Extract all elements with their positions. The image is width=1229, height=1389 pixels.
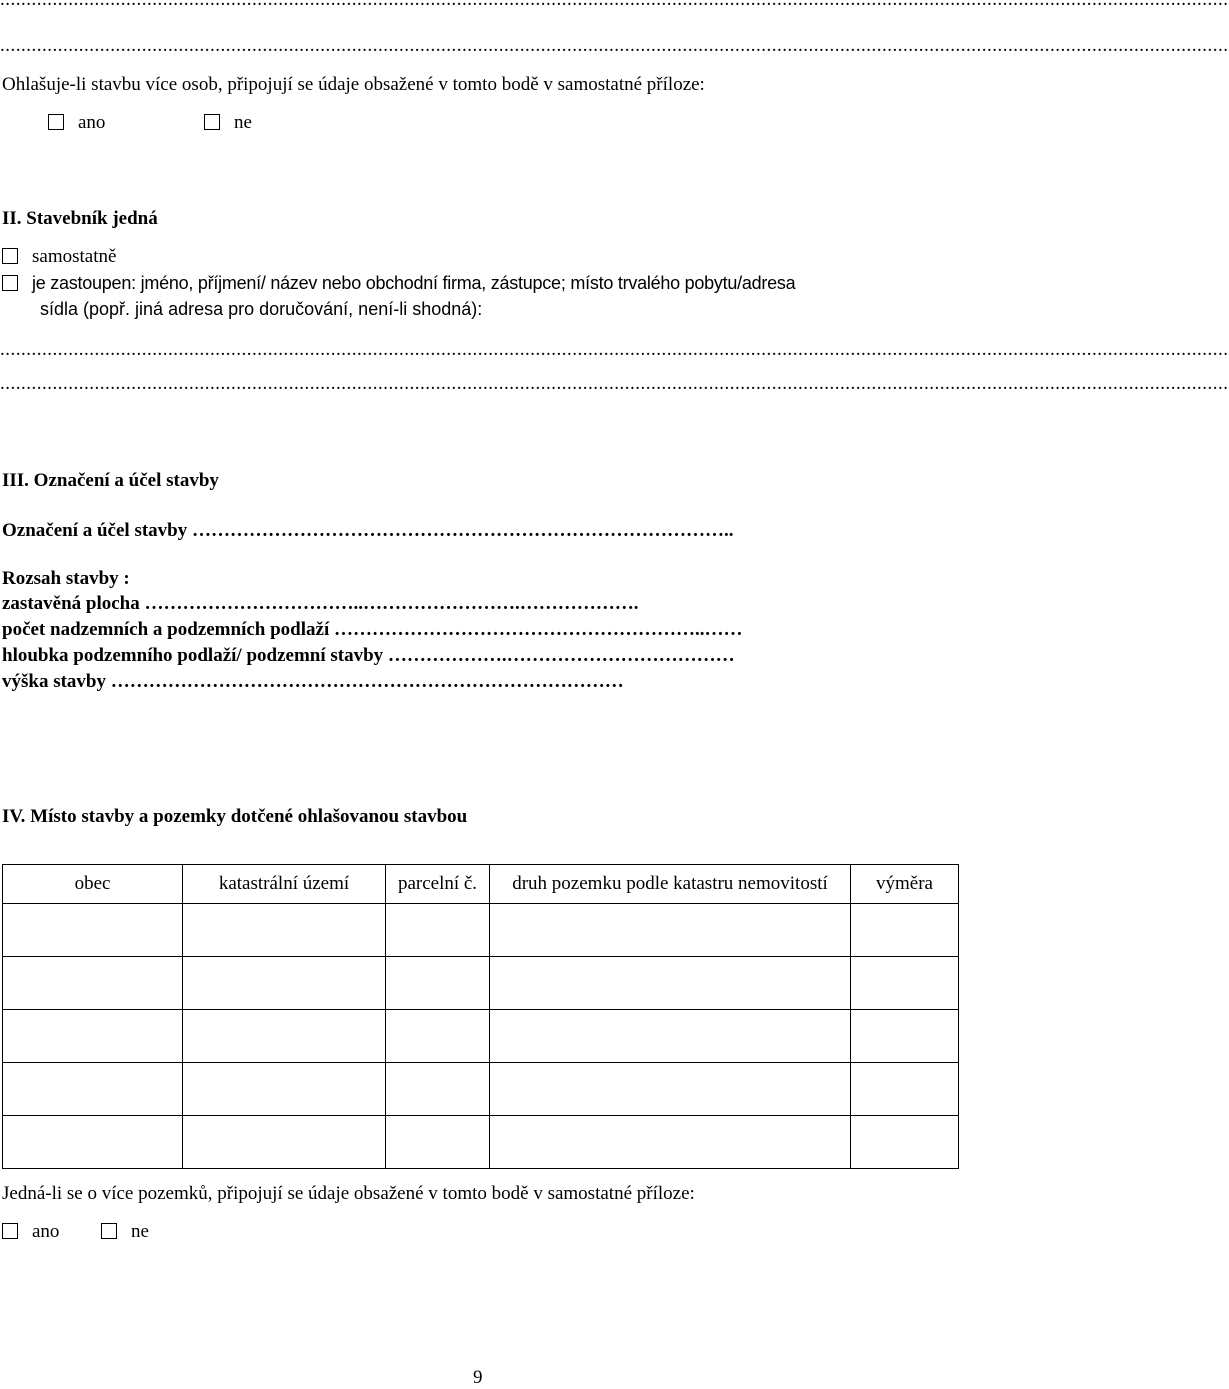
designation-label: Označení a účel stavby	[2, 520, 188, 541]
table-cell[interactable]	[490, 1063, 851, 1116]
built-area-row	[2, 593, 958, 615]
height-row	[2, 671, 958, 693]
checkbox[interactable]	[101, 1223, 117, 1239]
table-row	[3, 904, 959, 957]
depth-fill[interactable]: ……………….………………………………	[387, 645, 735, 666]
designation-fill[interactable]: …………………………………………………………………………..	[192, 520, 734, 541]
table-cell[interactable]	[490, 904, 851, 957]
option-represented-label: je zastoupen: jméno, příjmení/ název nebo obchodní firma, zástupce; místo trvalého pobytu/adresa	[32, 273, 796, 293]
checkbox[interactable]	[204, 114, 220, 130]
table-row	[3, 957, 959, 1010]
depth-row	[2, 645, 958, 667]
table-cell[interactable]	[386, 1116, 490, 1169]
depth-label: hloubka podzemního podlaží/ podzemní stavby	[2, 645, 384, 666]
column-header-cadastral-area: katastrální území	[183, 865, 386, 904]
yes-label: ano	[32, 1221, 60, 1242]
dotted-fill-line	[0, 0, 958, 10]
checkbox[interactable]	[2, 248, 18, 264]
yes-label: ano	[78, 112, 106, 133]
table-cell[interactable]	[3, 1010, 183, 1063]
table-cell[interactable]	[386, 904, 490, 957]
table-row	[3, 1010, 959, 1063]
table-header-row	[3, 865, 959, 904]
no-option-2[interactable]	[101, 1221, 149, 1243]
table-cell[interactable]	[3, 1063, 183, 1116]
table-cell[interactable]	[183, 1116, 386, 1169]
section-3-heading: III. Označení a účel stavby	[2, 470, 219, 491]
no-label: ne	[234, 112, 252, 133]
table-cell[interactable]	[386, 1063, 490, 1116]
floors-row	[2, 619, 958, 641]
multi-persons-note: Ohlašuje-li stavbu více osob, připojují se údaje obsažené v tomto bodě v samostatné příloze:	[2, 74, 705, 95]
table-cell[interactable]	[386, 1010, 490, 1063]
yes-option-1[interactable]	[48, 112, 105, 134]
yes-option-2[interactable]	[2, 1221, 59, 1243]
table-cell[interactable]	[183, 904, 386, 957]
table-cell[interactable]	[490, 1116, 851, 1169]
table-cell[interactable]	[851, 1010, 959, 1063]
checkbox[interactable]	[2, 1223, 18, 1239]
floors-label: počet nadzemních a podzemních podlaží	[2, 619, 330, 640]
plots-table	[2, 864, 959, 1169]
checkbox[interactable]	[48, 114, 64, 130]
table-cell[interactable]	[490, 957, 851, 1010]
floors-fill[interactable]: …………………………………………………..……	[333, 619, 743, 640]
dotted-fill-line: ..........................................................................................................................................................................................................................................	[0, 35, 1229, 56]
table-cell[interactable]	[490, 1010, 851, 1063]
built-area-fill[interactable]: ……………………………..…………………….……………….	[144, 593, 639, 614]
option-alone[interactable]	[2, 246, 116, 268]
column-header-parcel-number: parcelní č.	[386, 865, 490, 904]
height-label: výška stavby	[2, 671, 106, 692]
dotted-fill-line: ..........................................................................................................................................................................................................................................	[0, 339, 1229, 360]
table-cell[interactable]	[3, 957, 183, 1010]
designation-row	[2, 520, 958, 542]
table-cell[interactable]	[3, 1116, 183, 1169]
table-cell[interactable]	[3, 904, 183, 957]
table-cell[interactable]	[851, 1063, 959, 1116]
section-2-heading: II. Stavebník jedná	[2, 208, 158, 229]
table-row	[3, 1116, 959, 1169]
table-cell[interactable]	[183, 957, 386, 1010]
table-cell[interactable]	[851, 957, 959, 1010]
table-row	[3, 1063, 959, 1116]
column-header-land-type: druh pozemku podle katastru nemovitostí	[490, 865, 851, 904]
built-area-label: zastavěná plocha	[2, 593, 140, 614]
table-cell[interactable]	[851, 904, 959, 957]
table-cell[interactable]	[183, 1063, 386, 1116]
column-header-area: výměra	[851, 865, 959, 904]
no-option-1[interactable]	[204, 112, 252, 134]
table-cell[interactable]	[386, 957, 490, 1010]
checkbox[interactable]	[2, 275, 18, 291]
table-cell[interactable]	[851, 1116, 959, 1169]
represented-continuation: sídla (popř. jiná adresa pro doručování, není-li shodná):	[40, 299, 483, 319]
dotted-fill-line: ..........................................................................................................................................................................................................................................	[0, 373, 1229, 394]
scope-label: Rozsah stavby :	[2, 568, 130, 589]
table-cell[interactable]	[183, 1010, 386, 1063]
page-number: 9	[473, 1367, 483, 1388]
column-header-municipality: obec	[3, 865, 183, 904]
height-fill[interactable]: ………………………………………………………………………	[110, 671, 624, 692]
multi-plots-note: Jedná-li se o více pozemků, připojují se údaje obsažené v tomto bodě v samostatné příloze:	[2, 1183, 695, 1204]
no-label: ne	[131, 1221, 149, 1242]
option-represented[interactable]	[2, 273, 954, 295]
option-alone-label: samostatně	[32, 246, 117, 267]
section-4-heading: IV. Místo stavby a pozemky dotčené ohlašovanou stavbou	[2, 806, 468, 827]
